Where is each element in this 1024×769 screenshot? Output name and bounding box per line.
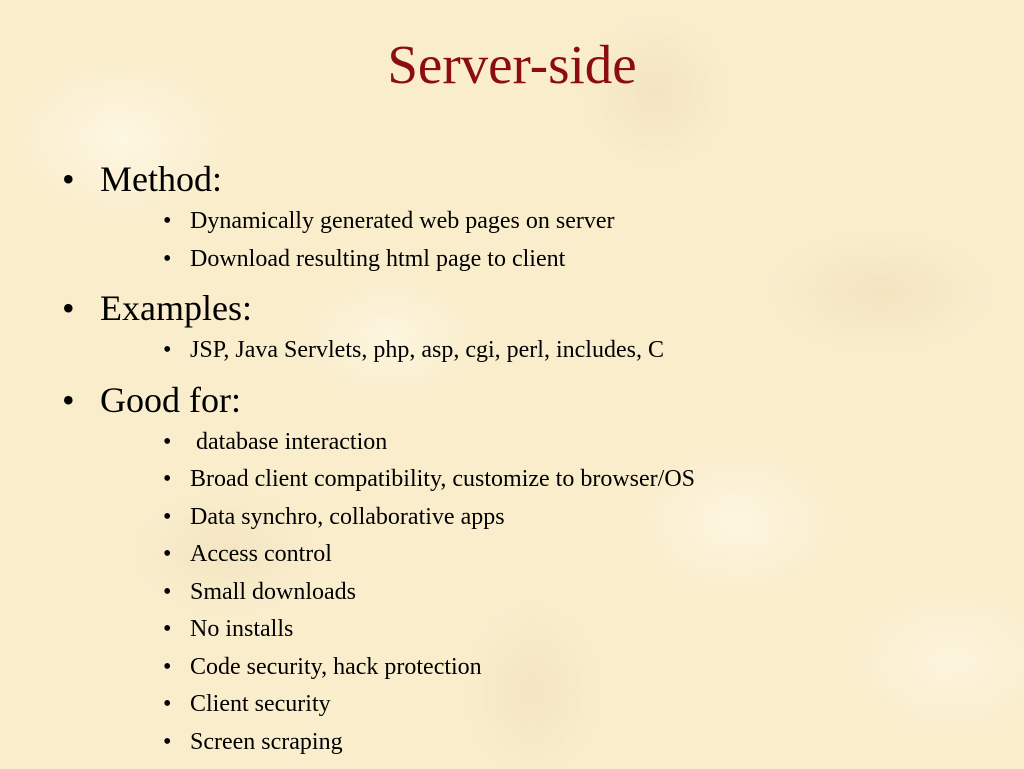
sub-bullet-item: [0, 332, 1024, 370]
sub-bullet-item: [0, 724, 1024, 762]
bullet-icon: •: [163, 503, 172, 530]
sub-bullet-item: [0, 499, 1024, 537]
bullet-icon: •: [163, 208, 172, 234]
bullet-icon: •: [163, 245, 172, 272]
bullet-heading: [0, 286, 1024, 330]
bullet-heading: [0, 157, 1024, 201]
sub-bullet-text: JSP, Java Servlets, php, asp, cgi, perl, includes, C: [190, 337, 664, 363]
slide-title: Server-side: [387, 34, 637, 95]
sub-bullet-item: [0, 203, 1024, 241]
sub-bullet-text: Code security, hack protection: [190, 653, 482, 680]
bullet-heading: [0, 378, 1024, 422]
bullet-section: [0, 286, 1024, 370]
sub-bullet-text: Download resulting html page to client: [190, 245, 566, 272]
bullet-icon: •: [62, 288, 75, 328]
sub-bullet-text: Broad client compatibility, customize to browser/OS: [190, 466, 696, 492]
sub-bullet-list: [0, 203, 1024, 278]
sub-bullet-text: No installs: [190, 616, 294, 642]
bullet-heading-text: Good for:: [100, 379, 241, 420]
sub-bullet-text: Small downloads: [190, 578, 356, 605]
sub-bullet-item: [0, 611, 1024, 649]
sub-bullet-list: [0, 424, 1024, 762]
bullet-icon: •: [62, 159, 75, 199]
bullet-icon: •: [163, 691, 172, 717]
sub-bullet-item: [0, 574, 1024, 612]
sub-bullet-text: Access control: [190, 541, 332, 567]
bullet-icon: •: [62, 379, 75, 420]
bullet-heading-text: Examples:: [100, 288, 252, 328]
bullet-icon: •: [163, 728, 172, 755]
sub-bullet-text: Data synchro, collaborative apps: [190, 503, 505, 530]
bullet-icon: •: [163, 653, 172, 680]
bullet-icon: •: [163, 578, 172, 605]
sub-bullet-text: Dynamically generated web pages on server: [190, 208, 615, 234]
sub-bullet-item: [0, 461, 1024, 499]
bullet-section: [0, 378, 1024, 762]
bullet-icon: •: [163, 616, 172, 642]
sub-bullet-item: [0, 686, 1024, 724]
sub-bullet-item: [0, 536, 1024, 574]
sub-bullet-text: Screen scraping: [190, 728, 343, 755]
bullet-section: [0, 157, 1024, 278]
bullet-heading-text: Method:: [100, 159, 222, 199]
sub-bullet-list: [0, 332, 1024, 370]
bullet-icon: •: [163, 428, 172, 455]
bullet-icon: •: [163, 541, 172, 567]
sub-bullet-text: database interaction: [190, 428, 388, 455]
sub-bullet-item: [0, 241, 1024, 279]
sub-bullet-item: [0, 649, 1024, 687]
bullet-icon: •: [163, 466, 172, 492]
sub-bullet-text: Client security: [190, 691, 331, 717]
slide-content: [0, 157, 1024, 769]
bullet-icon: •: [163, 337, 172, 363]
sub-bullet-item: [0, 424, 1024, 462]
